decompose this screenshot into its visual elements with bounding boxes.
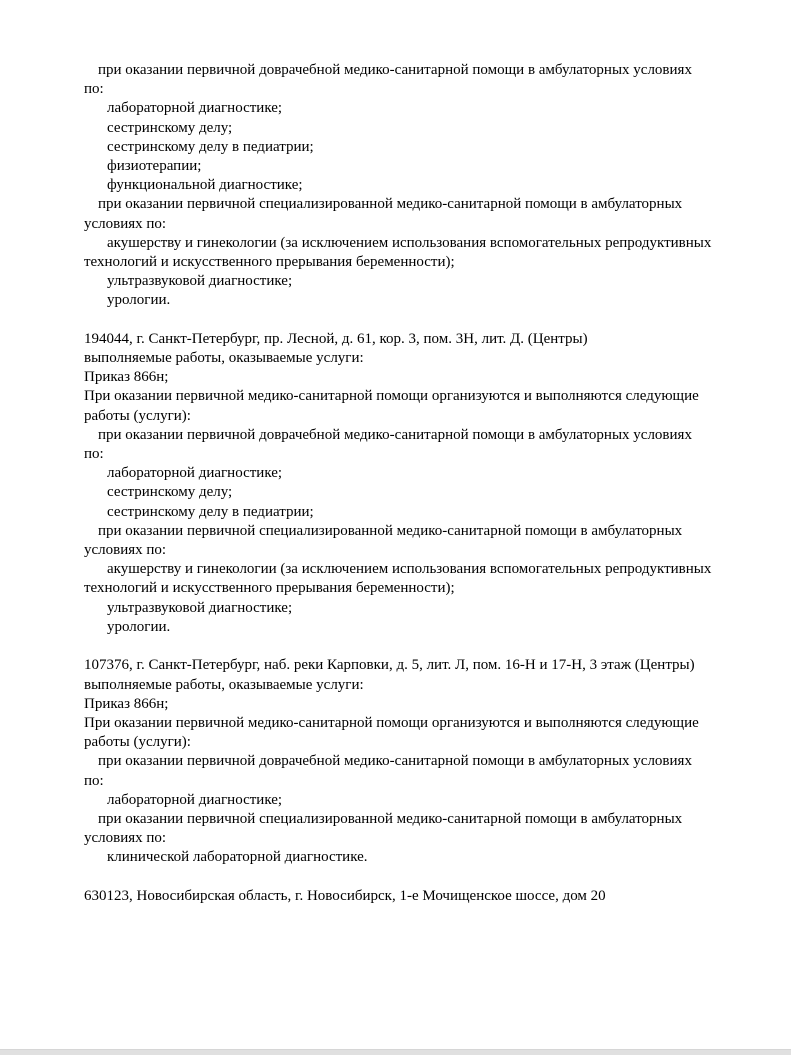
doc-line: ультразвуковой диагностике; [107, 599, 293, 616]
document-body [84, 61, 751, 906]
doc-line: условиях по: [84, 542, 167, 559]
doc-line: ультразвуковой диагностике; [107, 273, 293, 290]
doc-line: Приказ 866н; [84, 369, 169, 386]
doc-line [84, 868, 751, 887]
doc-line: при оказании первичной доврачебной медико-санитарной помощи в амбулаторных условиях [98, 426, 692, 443]
doc-line: лабораторной диагностике; [107, 100, 283, 117]
doc-line: при оказании первичной специализированной медико-санитарной помощи в амбулаторных [98, 196, 683, 213]
doc-line: сестринскому делу; [107, 119, 233, 136]
doc-line: клинической лабораторной диагностике. [107, 849, 368, 866]
doc-line [84, 637, 751, 656]
doc-line: технологий и искусственного прерывания беременности); [84, 254, 455, 271]
doc-line: работы (услуги): [84, 407, 191, 424]
doc-line: выполняемые работы, оказываемые услуги: [84, 350, 364, 367]
doc-line: при оказании первичной специализированной медико-санитарной помощи в амбулаторных [98, 522, 683, 539]
doc-line: условиях по: [84, 830, 167, 847]
doc-line: урологии. [107, 292, 171, 309]
doc-line: по: [84, 81, 104, 98]
doc-line: технологий и искусственного прерывания беременности); [84, 580, 455, 597]
doc-line: Приказ 866н; [84, 695, 169, 712]
doc-line: функциональной диагностике; [107, 177, 303, 194]
doc-line: по: [84, 446, 104, 463]
doc-line: При оказании первичной медико-санитарной помощи организуются и выполняются следующие [84, 388, 699, 405]
horizontal-scrollbar-track[interactable] [0, 1049, 791, 1055]
doc-line: 194044, г. Санкт-Петербург, пр. Лесной, д. 61, кор. 3, пом. 3Н, лит. Д. (Центры) [84, 330, 588, 347]
document-text [84, 61, 751, 906]
doc-line: урологии. [107, 618, 171, 635]
doc-line: акушерству и гинекологии (за исключением использования вспомогательных репродуктивных [107, 561, 712, 578]
doc-line: работы (услуги): [84, 734, 191, 751]
doc-line: при оказании первичной специализированной медико-санитарной помощи в амбулаторных [98, 810, 683, 827]
doc-line: 107376, г. Санкт-Петербург, наб. реки Карповки, д. 5, лит. Л, пом. 16-Н и 17-Н, 3 этаж (Центры) [84, 657, 695, 674]
doc-line: при оказании первичной доврачебной медико-санитарной помощи в амбулаторных условиях [98, 62, 692, 78]
doc-line: лабораторной диагностике; [107, 465, 283, 482]
doc-line: при оказании первичной доврачебной медико-санитарной помощи в амбулаторных условиях [98, 753, 692, 770]
doc-line: сестринскому делу в педиатрии; [107, 138, 314, 155]
doc-line: выполняемые работы, оказываемые услуги: [84, 676, 364, 693]
doc-line: 630123, Новосибирская область, г. Новосибирск, 1-е Мочищенское шоссе, дом 20 [84, 887, 606, 904]
doc-line: При оказании первичной медико-санитарной помощи организуются и выполняются следующие [84, 714, 699, 731]
doc-line: по: [84, 772, 104, 789]
doc-line: акушерству и гинекологии (за исключением использования вспомогательных репродуктивных [107, 234, 712, 251]
doc-line: условиях по: [84, 215, 167, 232]
doc-line: сестринскому делу; [107, 484, 233, 501]
doc-line: лабораторной диагностике; [107, 791, 283, 808]
doc-line [84, 311, 751, 330]
doc-line: сестринскому делу в педиатрии; [107, 503, 314, 520]
doc-line: физиотерапии; [107, 158, 202, 175]
